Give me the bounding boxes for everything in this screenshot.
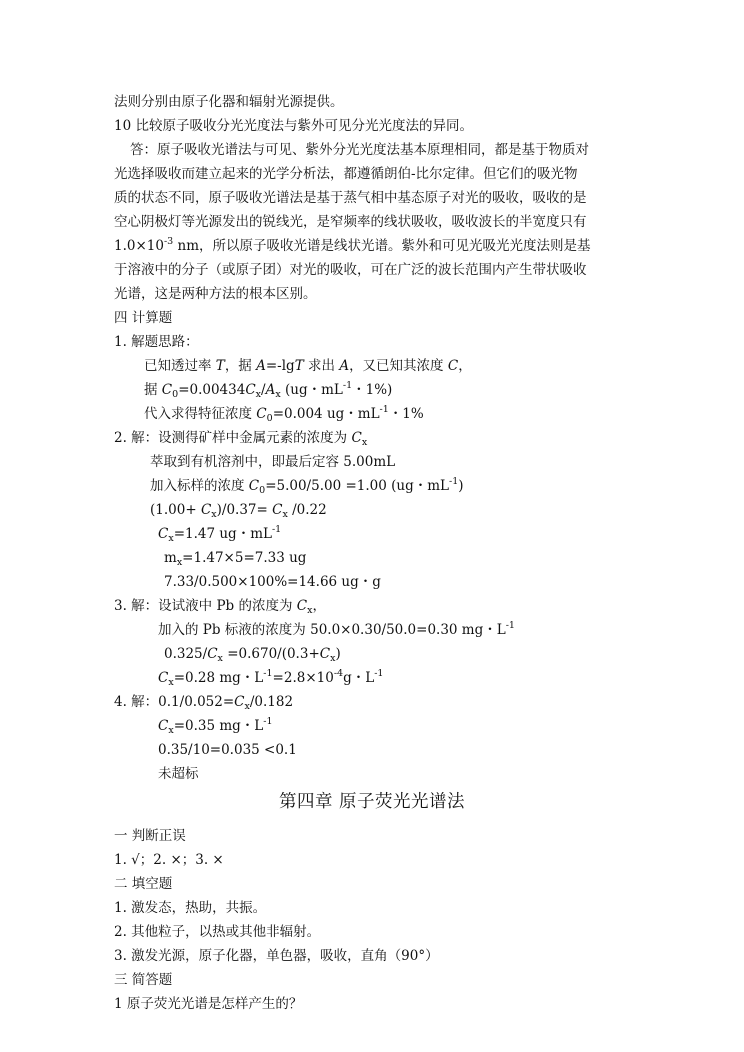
text: ， xyxy=(458,358,472,374)
text: /0.22 xyxy=(287,502,327,518)
formula-line xyxy=(164,644,341,664)
subscript: x xyxy=(330,653,336,664)
answer-line: 2. 其他粒子，以热或其他非辐射。 xyxy=(114,924,321,940)
var: C xyxy=(158,718,169,734)
subscript: x xyxy=(361,437,368,448)
text: =-lg xyxy=(265,358,295,374)
text: (1.00+ xyxy=(150,502,201,518)
var: T xyxy=(215,358,225,374)
var: A xyxy=(339,358,350,374)
answer-line: 光选择吸收而建立起来的光学分析法，都遵循朗伯-比尔定律。但它们的吸光物 xyxy=(114,166,578,182)
answer-line: 答：原子吸收光谱法与可见、紫外分光光度法基本原理相同，都是基于物质对 xyxy=(130,142,589,158)
text: ・1% xyxy=(388,406,424,422)
var: C xyxy=(351,430,362,446)
var: C xyxy=(256,406,267,422)
text: ，据 xyxy=(224,358,257,374)
text: g・L xyxy=(343,670,375,686)
section-heading: 一 判断正误 xyxy=(114,828,186,844)
superscript: -1 xyxy=(449,476,459,487)
text: 4. 解：0.1/0.052= xyxy=(114,694,235,710)
answer-line: 1. 激发态，热助，共振。 xyxy=(114,900,267,916)
subscript: 0 xyxy=(172,389,179,400)
formula-line xyxy=(158,716,273,736)
superscript: -1 xyxy=(374,668,384,679)
superscript: -1 xyxy=(263,668,273,679)
text: nm，所以原子吸收光谱是线状光谱。紫外和可见光吸光光度法则是基 xyxy=(173,238,591,254)
text: 2. 解：设测得矿样中金属元素的浓度为 xyxy=(114,430,352,446)
formula-line xyxy=(158,524,281,544)
answer-line xyxy=(114,236,591,256)
text: /0.182 xyxy=(249,694,294,710)
text: =5.00/5.00 =1.00 (ug・mL xyxy=(265,478,449,494)
subscript: x xyxy=(282,509,288,520)
question-line: 1 原子荧光光谱是怎样产生的？ xyxy=(114,996,303,1012)
text: 已知透过率 xyxy=(144,358,216,374)
formula-line xyxy=(144,404,424,424)
formula-line xyxy=(144,356,472,376)
formula-line: 0.35/10=0.035 <0.1 xyxy=(158,742,297,758)
answer-line: 1. √；2. ×；3. × xyxy=(114,852,224,868)
problem-3-title xyxy=(114,596,326,616)
text: 加入标样的浓度 xyxy=(150,478,249,494)
text: 代入求得特征浓度 xyxy=(144,406,257,422)
chapter-title: 第四章 原子荧光光谱法 xyxy=(278,792,466,812)
subscript: x xyxy=(168,677,174,688)
question-10: 10 比较原子吸收分光光度法与紫外可见分光光度法的异同。 xyxy=(114,118,473,134)
subscript: x xyxy=(211,509,217,520)
text: m xyxy=(164,550,177,566)
superscript: -1 xyxy=(271,524,282,535)
formula-line xyxy=(150,500,327,520)
subscript: x xyxy=(307,605,313,616)
var: C xyxy=(319,646,331,662)
text: 求出 xyxy=(303,358,340,374)
subscript: x xyxy=(168,725,174,736)
var: C xyxy=(296,598,308,614)
answer-line: 3. 激发光源，原子化器，单色器，吸收，直角（90°） xyxy=(114,948,439,964)
formula-line xyxy=(164,548,306,568)
answer-line: 空心阴极灯等光源发出的锐线光，是窄频率的线状吸收，吸收波长的半宽度只有 xyxy=(114,214,587,230)
text: ・1%) xyxy=(352,382,393,398)
answer-line: 质的状态不同，原子吸收光谱法是基于蒸气相中基态原子对光的吸收，吸收的是 xyxy=(114,190,587,206)
subscript: x xyxy=(244,701,250,712)
superscript: -1 xyxy=(263,716,273,727)
text: / xyxy=(261,382,266,398)
text: (ug・mL xyxy=(280,382,343,398)
problem-2-title xyxy=(114,428,367,448)
formula-line xyxy=(144,380,392,400)
var: C xyxy=(234,694,245,710)
text: =2.8×10 xyxy=(272,670,334,686)
text: =0.00434 xyxy=(178,382,246,398)
conclusion-line: 未超标 xyxy=(158,766,199,782)
text: 0.325/ xyxy=(164,646,208,662)
text: =1.47 ug・mL xyxy=(173,526,272,542)
text: 3. 解：设试液中 Pb 的浓度为 xyxy=(114,598,297,614)
section-heading: 二 填空题 xyxy=(114,876,173,892)
text: =1.47×5=7.33 ug xyxy=(182,550,307,566)
text: ) xyxy=(335,646,341,662)
var: C xyxy=(248,478,260,494)
var: C xyxy=(200,502,212,518)
var: C xyxy=(158,670,169,686)
text: =0.35 mg・L xyxy=(173,718,264,734)
superscript: -1 xyxy=(379,404,389,415)
subscript: x xyxy=(217,653,223,664)
text: ) xyxy=(458,478,464,494)
answer-line: 光谱，这是两种方法的根本区别。 xyxy=(114,286,317,302)
formula-line xyxy=(158,668,383,688)
section-heading: 四 计算题 xyxy=(114,310,173,326)
var: C xyxy=(272,502,283,518)
superscript: -1 xyxy=(342,380,353,391)
text: =0.670/(0.3+ xyxy=(222,646,320,662)
text: 1.0×10 xyxy=(114,238,164,254)
var: A xyxy=(256,358,266,374)
text: 据 xyxy=(144,382,162,398)
formula-line xyxy=(150,476,464,496)
var: C xyxy=(447,358,459,374)
var: C xyxy=(161,382,173,398)
var: C xyxy=(245,382,256,398)
problem-1-title: 1. 解题思路： xyxy=(114,334,199,350)
text: =0.004 ug・mL xyxy=(272,406,380,422)
formula-line xyxy=(158,620,515,640)
subscript: x xyxy=(255,389,262,400)
section-heading: 三 简答题 xyxy=(114,972,173,988)
subscript: 0 xyxy=(266,413,273,424)
text: ， xyxy=(312,598,326,614)
problem-4-title xyxy=(114,692,293,712)
var: T xyxy=(294,358,304,374)
text-line: 法则分别由原子化器和辐射光源提供。 xyxy=(114,94,344,110)
subscript: x xyxy=(168,533,174,544)
text: 加入的 Pb 标液的浓度为 50.0×0.30/50.0=0.30 mg・L xyxy=(158,622,506,638)
text: )/0.37= xyxy=(216,502,273,518)
text: ，又已知其浓度 xyxy=(349,358,448,374)
superscript: -4 xyxy=(333,668,344,679)
subscript: 0 xyxy=(259,485,266,496)
var: C xyxy=(158,526,169,542)
text: =0.28 mg・L xyxy=(173,670,264,686)
var: C xyxy=(207,646,218,662)
solution-line: 萃取到有机溶剂中，即最后定容 5.00mL xyxy=(150,454,396,470)
subscript: x xyxy=(275,389,281,400)
answer-line: 于溶液中的分子（或原子团）对光的吸收，可在广泛的波长范围内产生带状吸收 xyxy=(114,262,587,278)
var: A xyxy=(265,382,276,398)
formula-line: 7.33/0.500×100%=14.66 ug・g xyxy=(164,574,381,590)
subscript: x xyxy=(176,557,183,568)
superscript: -3 xyxy=(163,236,174,247)
superscript: -1 xyxy=(505,620,515,631)
